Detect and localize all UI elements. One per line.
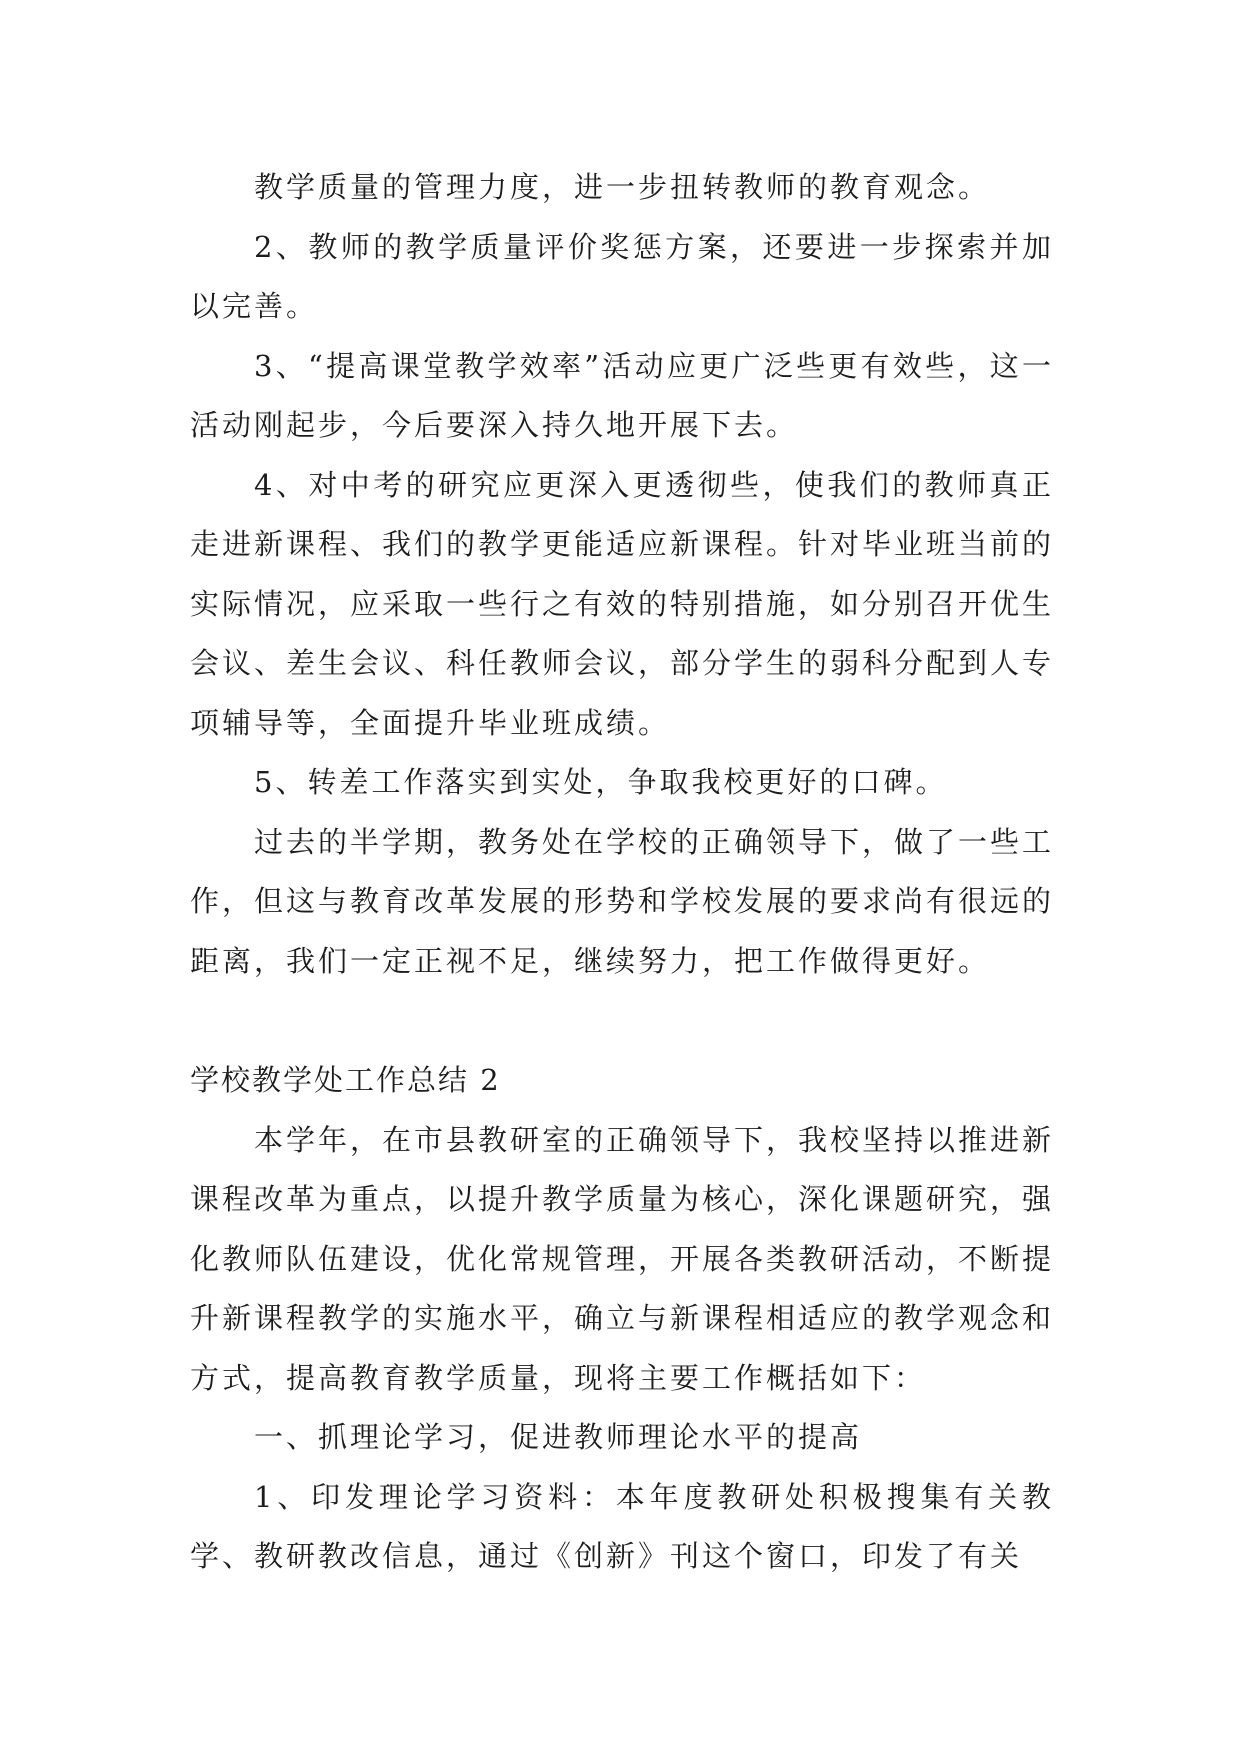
paragraph: 1、印发理论学习资料：本年度教研处积极搜集有关教学、教研教改信息，通过《创新》刊这个窗口，印发了有关 xyxy=(190,1479,1054,1573)
paragraph: 4、对中考的研究应更深入更透彻些，使我们的教师真正走进新课程、我们的教学更能适应新课程。针对毕业班当前的实际情况，应采取一些行之有效的特别措施，如分别召开优生会议、差生会议、科任教师会议，部分学生的弱科分配到人专项辅导等，全面提升毕业班成绩。 xyxy=(190,467,1055,740)
section-spacer xyxy=(190,991,1054,1051)
section-heading: 学校教学处工作总结 2 xyxy=(190,1063,501,1097)
document-body xyxy=(190,158,1054,1587)
paragraph: 一、抓理论学习，促进教师理论水平的提高 xyxy=(254,1420,863,1454)
paragraph: 本学年，在市县教研室的正确领导下，我校坚持以推进新课程改革为重点，以提升教学质量为核心，深化课题研究，强化教师队伍建设，优化常规管理，开展各类教研活动，不断提升新课程教学的实施水平，确立与新课程相适应的教学观念和方式，提高教育教学质量，现将主要工作概括如下： xyxy=(190,1122,1055,1395)
paragraph: 2、教师的教学质量评价奖惩方案，还要进一步探索并加以完善。 xyxy=(190,229,1054,323)
paragraph: 3、“提高课堂教学效率”活动应更广泛些更有效些，这一活动刚起步，今后要深入持久地开展下去。 xyxy=(190,348,1054,442)
paragraph: 教学质量的管理力度，进一步扭转教师的教育观念。 xyxy=(254,170,991,204)
paragraph: 过去的半学期，教务处在学校的正确领导下，做了一些工作，但这与教育改革发展的形势和学校发展的要求尚有很远的距离，我们一定正视不足，继续努力，把工作做得更好。 xyxy=(190,824,1055,978)
paragraph: 5、转差工作落实到实处，争取我校更好的口碑。 xyxy=(254,765,948,799)
